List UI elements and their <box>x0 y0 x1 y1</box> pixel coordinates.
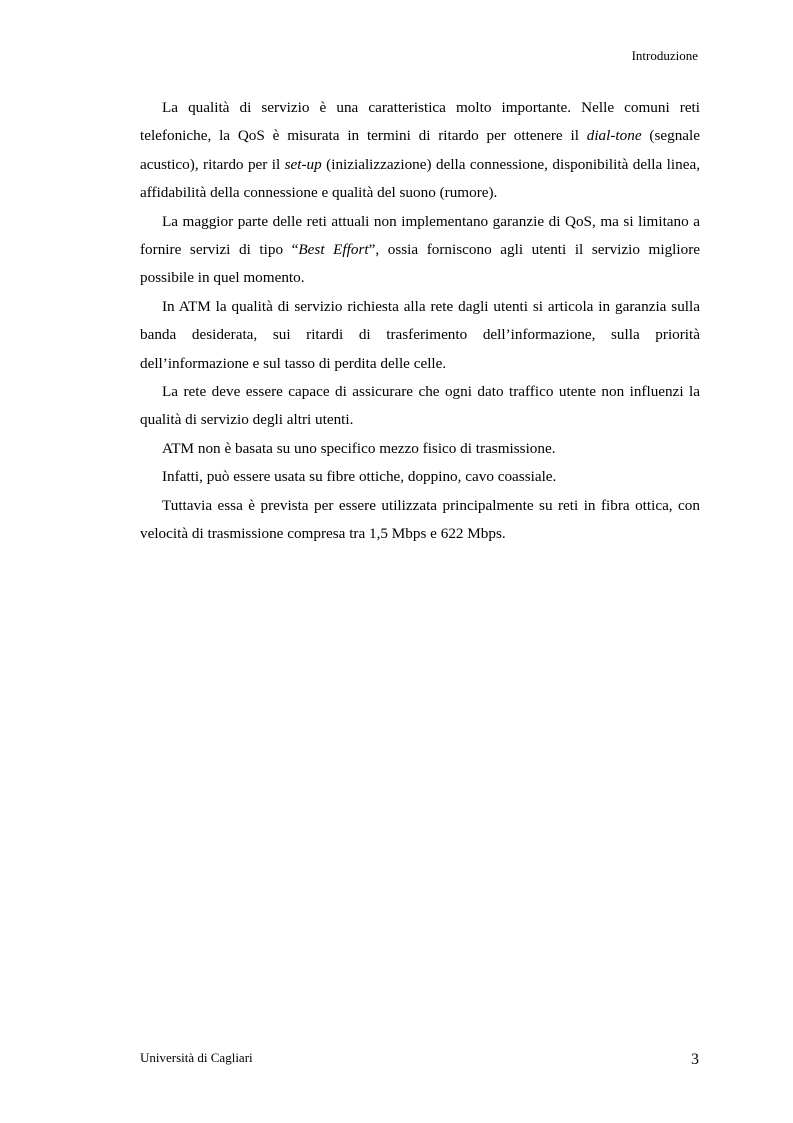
body-text <box>140 94 700 549</box>
emphasis-best-effort: Best Effort <box>298 241 369 259</box>
footer-institution: Università di Cagliari <box>140 1050 253 1065</box>
text-run: La maggior parte delle reti attuali non implementano garanzie di QoS, ma si limitano a fornire servizi di tipo “ <box>140 212 700 259</box>
paragraph-traffic: La rete deve essere capace di assicurare che ogni dato traffico utente non influenzi la qualità di servizio degli altri utenti. <box>140 383 700 429</box>
emphasis-set-up: set-up <box>284 155 322 173</box>
paragraph-atm-qos: In ATM la qualità di servizio richiesta alla rete dagli utenti si articola in garanzia sulla banda desiderata, sui ritardi di trasferimento dell’informazione, sulla priorità dell’informazione e sul tasso di perdita delle celle. <box>140 297 700 372</box>
emphasis-dial-tone: dial-tone <box>586 127 642 145</box>
paragraph-fiber-speed: Tuttavia essa è prevista per essere utilizzata principalmente su reti in fibra ottica, con velocità di trasmissione compresa tra 1,5 Mbps e 622 Mbps. <box>140 496 700 543</box>
text-run: (segnale acustico), ritardo per il <box>140 127 700 173</box>
running-header: Introduzione <box>631 48 698 63</box>
paragraph-physical-medium: ATM non è basata su uno specifico mezzo fisico di trasmissione. <box>162 439 556 457</box>
page-number: 3 <box>691 1051 699 1068</box>
text-run: ”, ossia forniscono agli utenti il servizio migliore possibile in quel momento. <box>140 241 701 287</box>
paragraph-best-effort <box>140 208 700 293</box>
text-run: (inizializzazione) della connessione, disponibilità della linea, affidabilità della connessione e qualità del suono (rumore). <box>140 155 700 202</box>
paragraph-media-types: Infatti, può essere usata su fibre ottiche, doppino, cavo coassiale. <box>162 468 557 486</box>
paragraph-qos-intro <box>140 94 700 208</box>
text-run: La qualità di servizio è una caratteristica molto importante. Nelle comuni reti telefoniche, la QoS è misurata in termini di ritardo per ottenere il <box>140 99 700 145</box>
